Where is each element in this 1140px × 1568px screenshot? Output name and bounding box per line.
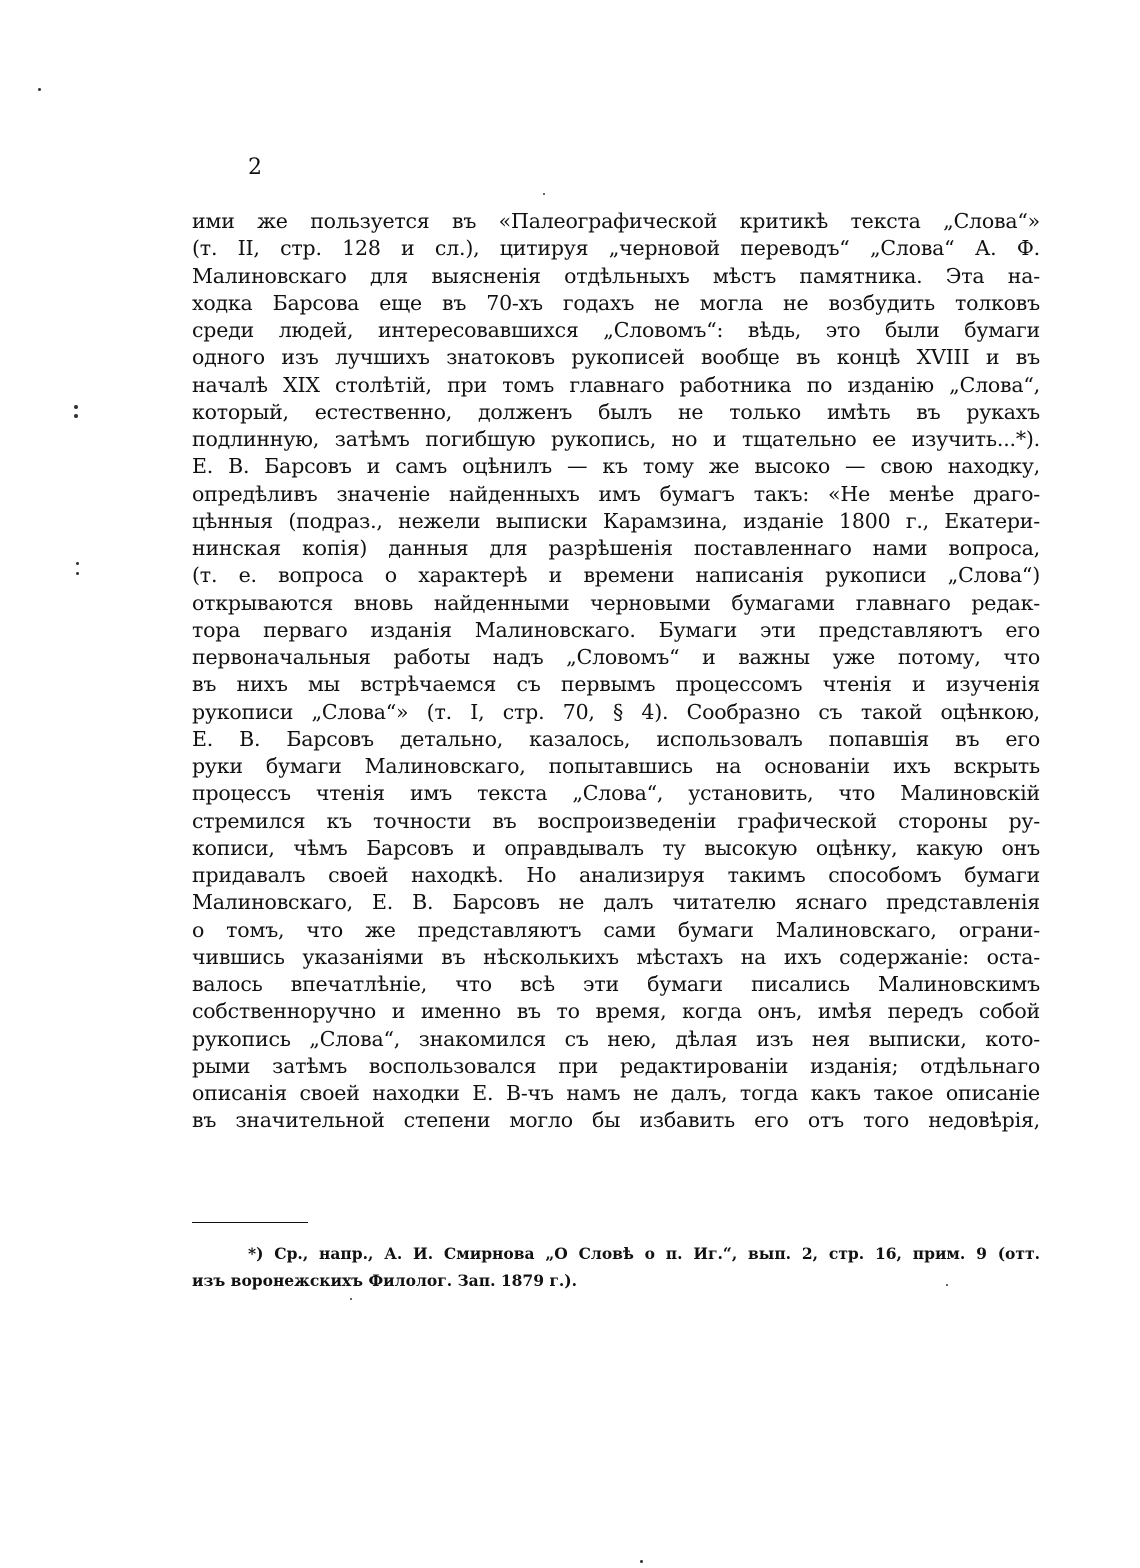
text-line: открываются вновь найденными черновыми бумагами главнаго редак- [192,590,1040,615]
text-line: придавалъ своей находкѣ. Но анализируя такимъ способомъ бумаги [192,863,1040,887]
text-line: Малиновскаго для выясненія отдѣльныхъ мѣстъ памятника. Эта на- [192,263,1040,288]
scan-speck [543,193,545,195]
scan-speck [350,1298,352,1300]
text-line: первоначальныя работы надъ „Словомъ“ и важны уже потому, что [192,645,1040,669]
text-line: Малиновскаго, Е. В. Барсовъ не далъ читателю яснаго представленія [192,890,1040,915]
text-line: чившись указаніями въ нѣсколькихъ мѣстахъ на ихъ содержаніе: оста- [192,944,1040,969]
text-line: въ значительной степени могло бы избавить его отъ того недовѣрія, [192,1108,1040,1133]
text-line: подлинную, затѣмъ погибшую рукопись, но и тщательно ее изучить...*). [192,427,1040,451]
text-line: собственноручно и именно въ то время, когда онъ, имѣя передъ собой [192,999,1040,1024]
text-line: Е. В. Барсовъ детально, казалось, использовалъ попавшія въ его [192,726,1040,751]
text-line: кописи, чѣмъ Барсовъ и оправдывалъ ту высокую оцѣнку, какую онъ [192,835,1040,860]
text-line: рукопись „Слова“, знакомился съ нею, дѣлая изъ нея выписки, кото- [192,1026,1040,1051]
scan-speck [76,562,79,565]
text-line: процессъ чтенія имъ текста „Слова“, установить, что Малиновскій [192,781,1040,806]
text-line: рыми затѣмъ воспользовался при редактированіи изданія; отдѣльнаго [192,1053,1040,1078]
text-line: о томъ, что же представляютъ сами бумаги Малиновскаго, ограни- [192,917,1040,942]
text-line: опредѣливъ значеніе найденныхъ имъ бумагъ такъ: «Не менѣе драго- [192,481,1040,506]
footnote-line: изъ воронежскихъ Филолог. Зап. 1879 г.). [192,1271,578,1290]
text-line: (т. е. вопроса о характерѣ и времени написанія рукописи „Слова“) [192,563,1040,588]
text-line: нинская копія) данныя для разрѣшенія поставленнаго нами вопроса, [192,536,1040,560]
text-line: среди людей, интересовавшихся „Словомъ“: вѣдь, это были бумаги [192,318,1040,342]
text-line: валось впечатлѣніе, что всѣ эти бумаги писались Малиновскимъ [192,972,1040,996]
text-line: описанія своей находки Е. В-чъ намъ не далъ, тогда какъ такое описаніе [192,1081,1040,1105]
text-line: рукописи „Слова“» (т. I, стр. 70, § 4). Сообразно съ такой оцѣнкою, [192,699,1040,724]
scan-speck [74,414,78,418]
text-line: который, естественно, долженъ былъ не только имѣть въ рукахъ [192,399,1040,424]
footnote-line: *) Ср., напр., А. И. Смирнова „О Словѣ о п. Иг.“, вып. 2, стр. 16, прим. 9 (отт. [248,1244,1040,1263]
scan-speck [640,1560,643,1563]
text-line: началѣ XIX столѣтій, при томъ главнаго работника по изданію „Слова“, [192,372,1040,397]
text-line: одного изъ лучшихъ знатоковъ рукописей вообще въ концѣ XVIII и въ [192,345,1040,370]
footnote-divider [192,1222,308,1223]
text-line: цѣнныя (подраз., нежели выписки Карамзина, изданіе 1800 г., Екатери- [192,508,1040,533]
scan-speck [74,405,78,409]
text-line: въ нихъ мы встрѣчаемся съ первымъ процессомъ чтенія и изученія [192,672,1040,697]
body-text [192,208,1040,1135]
text-line: ими же пользуется въ «Палеографической критикѣ текста „Слова“» [192,209,1040,233]
text-line: Е. В. Барсовъ и самъ оцѣнилъ — къ тому же высоко — свою находку, [192,454,1040,479]
scan-speck [76,572,79,575]
scan-speck [946,1284,948,1286]
text-line: (т. II, стр. 128 и сл.), цитируя „черновой переводъ“ „Слова“ А. Ф. [192,236,1040,261]
page-number: 2 [248,155,262,180]
text-line: ходка Барсова еще въ 70-хъ годахъ не могла не возбудить толковъ [192,290,1040,315]
scan-speck [38,88,41,91]
text-line: руки бумаги Малиновскаго, попытавшись на основаніи ихъ вскрыть [192,754,1040,778]
footnote [192,1240,1040,1294]
text-line: стремился къ точности въ воспроизведеніи графической стороны ру- [192,808,1040,833]
text-line: тора перваго изданія Малиновскаго. Бумаги эти представляютъ его [192,617,1040,642]
